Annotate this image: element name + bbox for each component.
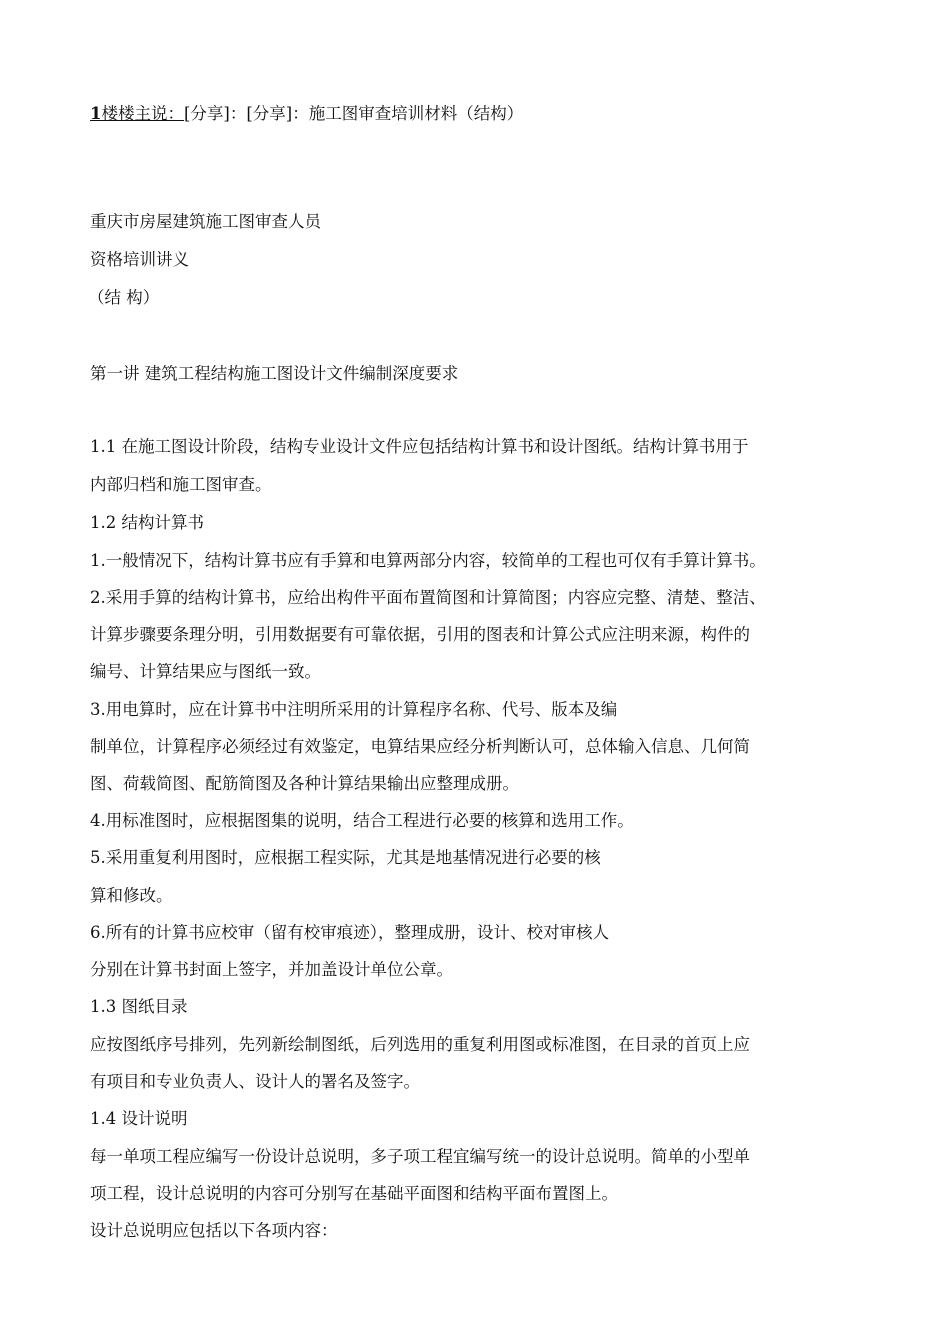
body-line: 6.所有的计算书应校审（留有校审痕迹），整理成册，设计、校对审核人	[90, 923, 609, 942]
floor-number: 1	[90, 104, 102, 123]
body-line: 分别在计算书封面上签字，并加盖设计单位公章。	[90, 960, 453, 979]
body-line: 图、荷载简图、配筋简图及各种计算结果输出应整理成册。	[90, 774, 519, 793]
body-line: 计算步骤要条理分明，引用数据要有可靠依据，引用的图表和计算公式应注明来源，构件的	[90, 625, 750, 644]
body-line: 项工程，设计总说明的内容可分别写在基础平面图和结构平面布置图上。	[90, 1184, 618, 1203]
post-title: [分享]：[分享]：施工图审查培训材料（结构）	[183, 104, 524, 123]
body-line: 有项目和专业负责人、设计人的署名及签字。	[90, 1072, 420, 1091]
body-line: 编号、计算结果应与图纸一致。	[90, 662, 321, 681]
body-line: 内部归档和施工图审查。	[90, 475, 272, 494]
body-line: 设计总说明应包括以下各项内容：	[90, 1221, 338, 1240]
cover-line-2: 资格培训讲义	[90, 250, 189, 269]
cover-line-3: （结 构）	[88, 288, 160, 307]
body-line: 4.用标准图时，应根据图集的说明，结合工程进行必要的核算和选用工作。	[90, 811, 634, 830]
floor-label-text: 楼楼主说：	[101, 104, 184, 123]
post-header	[90, 103, 523, 125]
body-line: 5.采用重复利用图时，应根据工程实际，尤其是地基情况进行必要的核	[90, 848, 601, 867]
body-line: 3.用电算时，应在计算书中注明所采用的计算程序名称、代号、版本及编	[90, 700, 618, 719]
section-heading: 1.3 图纸目录	[90, 997, 188, 1016]
body-line: 1.一般情况下，结构计算书应有手算和电算两部分内容，较简单的工程也可仅有手算计算书。	[90, 551, 766, 570]
section-heading: 1.4 设计说明	[90, 1109, 188, 1128]
section-heading: 1.2 结构计算书	[90, 513, 204, 532]
body-line: 算和修改。	[90, 886, 173, 905]
floor-label[interactable]	[90, 104, 184, 123]
body-line: 应按图纸序号排列，先列新绘制图纸，后列选用的重复利用图或标准图，在目录的首页上应	[90, 1035, 750, 1054]
lecture-title: 第一讲 建筑工程结构施工图设计文件编制深度要求	[90, 364, 459, 383]
body-line: 制单位，计算程序必须经过有效鉴定，电算结果应经分析判断认可，总体输入信息、几何简	[90, 737, 750, 756]
cover-line-1: 重庆市房屋建筑施工图审查人员	[90, 212, 321, 231]
body-line: 2.采用手算的结构计算书，应给出构件平面布置简图和计算简图；内容应完整、清楚、整洁、	[90, 588, 766, 607]
body-line: 1.1 在施工图设计阶段，结构专业设计文件应包括结构计算书和设计图纸。结构计算书用于	[90, 437, 749, 456]
body-line: 每一单项工程应编写一份设计总说明，多子项工程宜编写统一的设计总说明。简单的小型单	[90, 1147, 750, 1166]
